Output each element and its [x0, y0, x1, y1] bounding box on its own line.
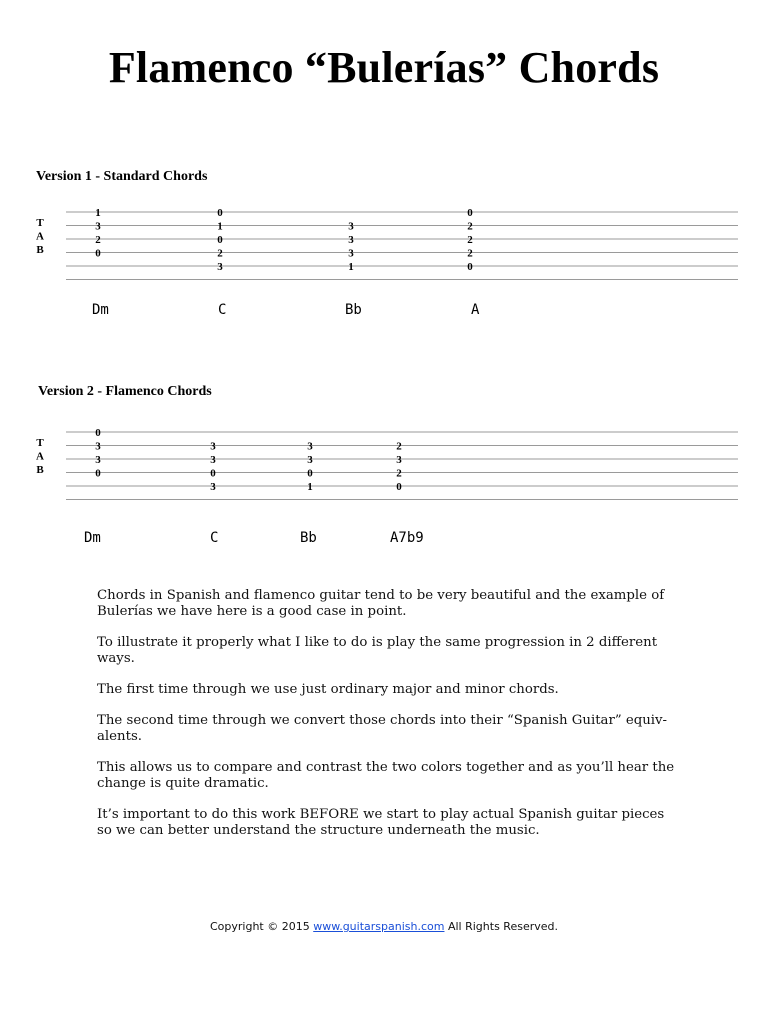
fret-number: 0 [217, 234, 223, 246]
copyright-prefix: Copyright © 2015 [209, 920, 314, 933]
fret-number: 3 [307, 440, 313, 453]
version-2-title: Version 2 - Flamenco Chords [38, 384, 212, 399]
chord-name: A [471, 302, 480, 318]
fret-number: 0 [217, 207, 223, 219]
tablature-version-2 [30, 423, 750, 505]
fret-number: 0 [95, 427, 101, 439]
fret-number: 3 [217, 261, 223, 273]
tab-letter: T [36, 217, 44, 229]
chord-name: C [218, 302, 227, 318]
fret-number: 2 [467, 234, 473, 246]
chord-name: C [210, 530, 219, 546]
fret-number: 1 [217, 220, 223, 233]
fret-number: 3 [210, 440, 216, 453]
tablature-version-1 [30, 203, 750, 283]
copyright-suffix: All Rights Reserved. [444, 920, 558, 933]
fret-number: 0 [467, 207, 473, 219]
fret-number: 2 [467, 247, 473, 260]
fret-number: 3 [396, 454, 402, 466]
tab-letter: A [36, 450, 44, 463]
fret-number: 2 [396, 440, 402, 453]
fret-number: 2 [217, 247, 223, 260]
copyright-footer [0, 920, 768, 933]
tab-letter: A [36, 230, 44, 243]
fret-number: 0 [95, 467, 101, 480]
paragraph: This allows us to compare and contrast the two colors together and as you’ll hear the change is quite dramatic. [97, 760, 675, 791]
fret-number: 2 [95, 234, 101, 246]
chord-name: Bb [300, 530, 317, 546]
fret-number: 3 [95, 454, 101, 466]
chord-name: Bb [345, 302, 362, 318]
paragraph: Chords in Spanish and flamenco guitar tend to be very beautiful and the example of Bulerías we have here is a good case in point. [97, 588, 665, 619]
paragraph: The second time through we convert those chords into their “Spanish Guitar” equiv-alents. [97, 713, 668, 744]
fret-number: 3 [95, 220, 101, 233]
tab-letter: T [36, 437, 44, 449]
body-text [97, 588, 682, 854]
chord-name: Dm [92, 302, 109, 318]
paragraph: It’s important to do this work BEFORE we start to play actual Spanish guitar pieces so we can better understand the structure underneath the music. [97, 807, 665, 838]
fret-number: 3 [348, 220, 354, 233]
chord-name: A7b9 [390, 530, 424, 546]
page-title: Flamenco “Bulerías” Chords [108, 43, 660, 92]
tab-letter: B [36, 464, 44, 476]
fret-number: 0 [210, 467, 216, 480]
fret-number: 1 [348, 261, 354, 273]
fret-number: 0 [307, 467, 313, 480]
fret-number: 2 [396, 467, 402, 480]
tab-letter: B [36, 244, 44, 256]
paragraph: The first time through we use just ordinary major and minor chords. [97, 682, 559, 697]
paragraph: To illustrate it properly what I like to do is play the same progression in 2 different ways. [97, 635, 658, 666]
fret-number: 3 [210, 481, 216, 493]
fret-number: 1 [95, 207, 101, 219]
website-link[interactable]: www.guitarspanish.com [313, 920, 445, 933]
tab-staff [30, 203, 750, 283]
fret-number: 0 [396, 481, 402, 493]
tab-staff [30, 423, 750, 505]
fret-number: 1 [307, 481, 313, 493]
fret-number: 0 [467, 261, 473, 273]
chord-name: Dm [84, 530, 101, 546]
fret-number: 0 [95, 247, 101, 260]
fret-number: 3 [348, 247, 354, 260]
fret-number: 3 [210, 454, 216, 466]
fret-number: 2 [467, 220, 473, 233]
fret-number: 3 [95, 440, 101, 453]
version-1-title: Version 1 - Standard Chords [36, 169, 208, 184]
fret-number: 3 [307, 454, 313, 466]
fret-number: 3 [348, 234, 354, 246]
